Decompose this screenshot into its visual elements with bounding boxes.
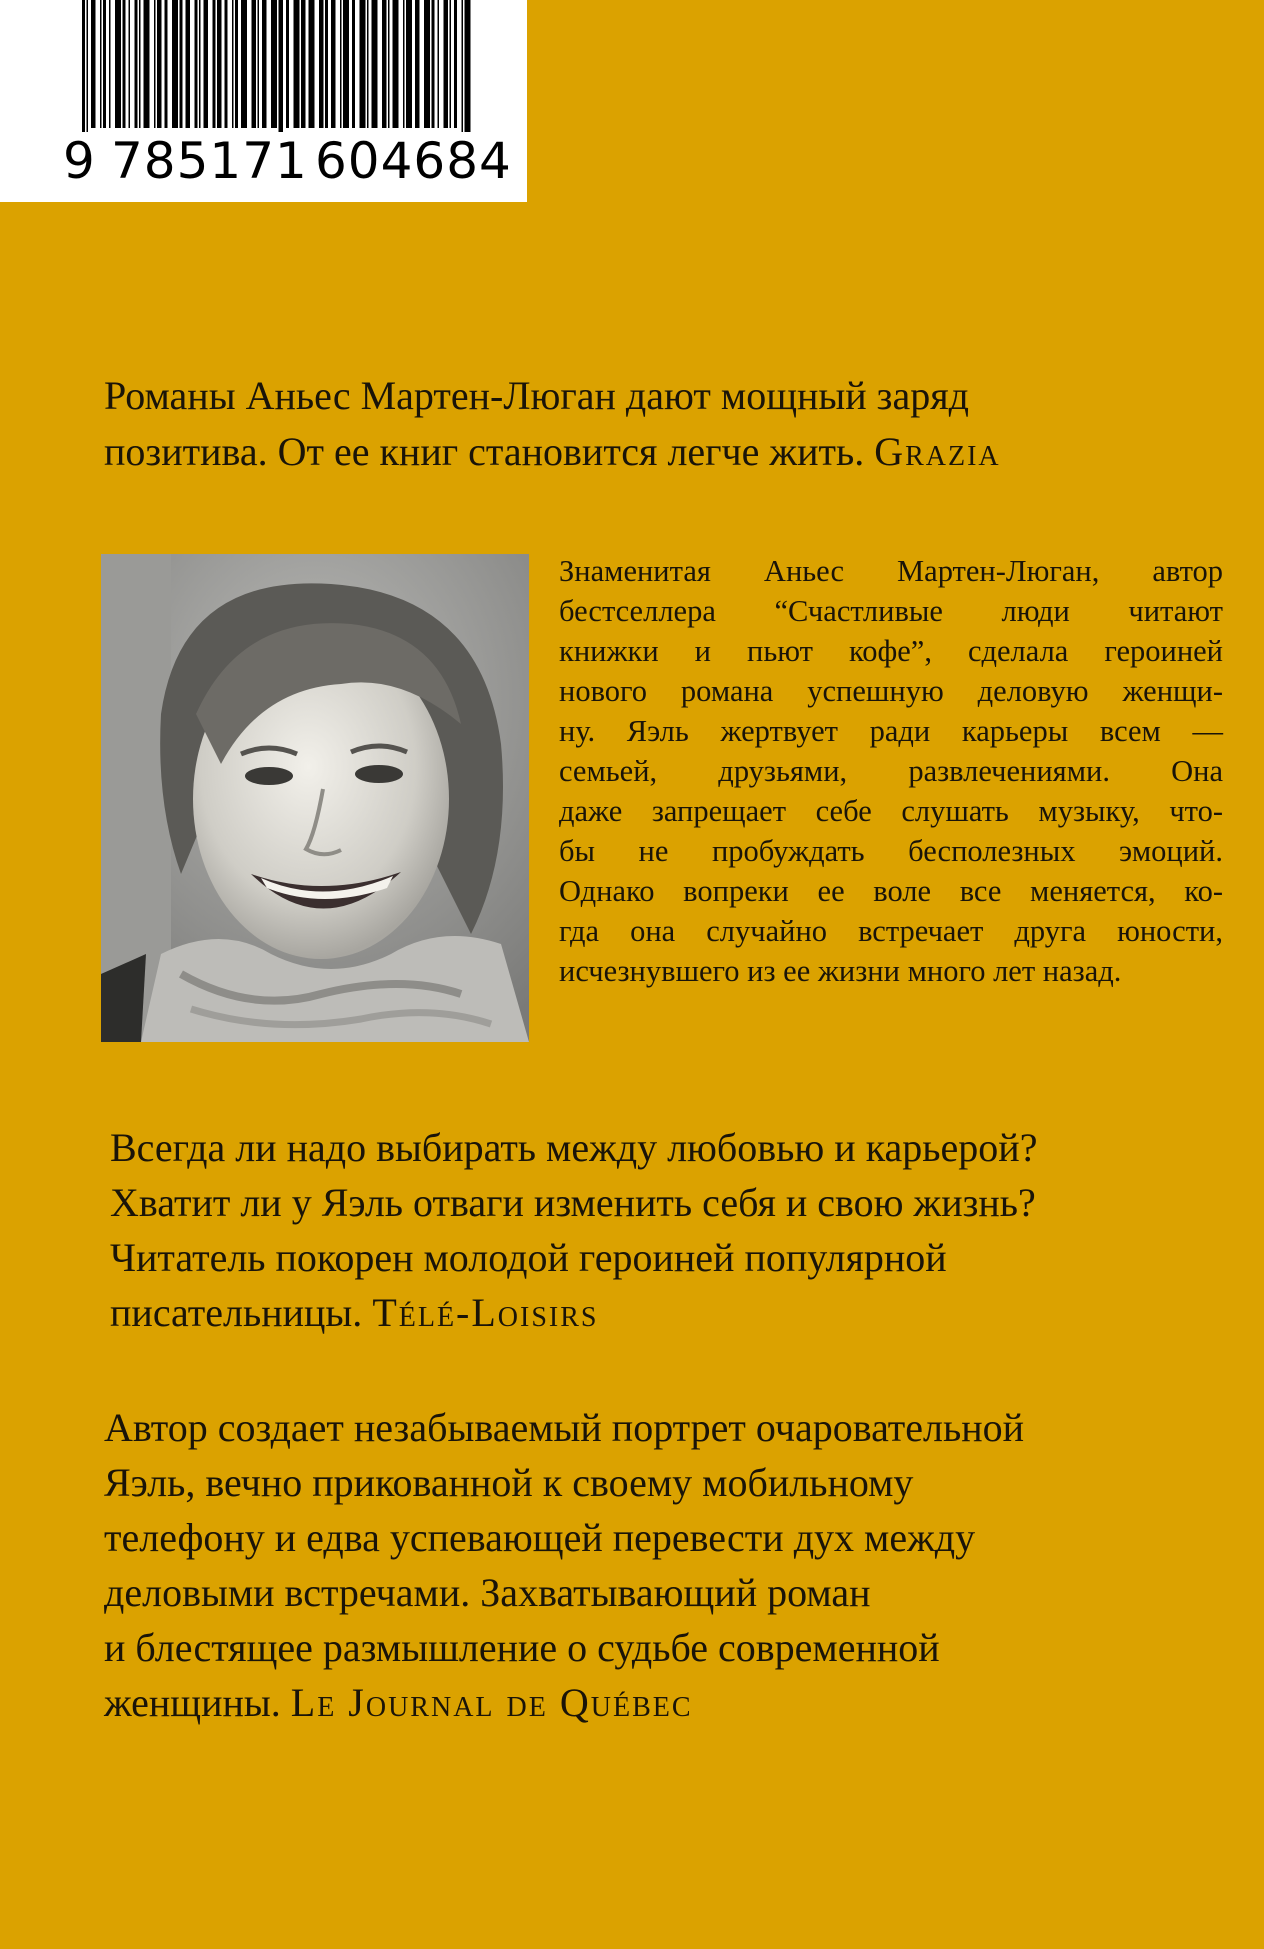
description-line: нового романа успешную деловую женщи- (559, 674, 1223, 708)
barcode-bar (180, 0, 183, 128)
barcode-bar (382, 0, 387, 128)
quote-line: Автор создает незабываемый портрет очаровательной (104, 1405, 1025, 1450)
barcode-bar (450, 0, 452, 128)
barcode-bar (82, 0, 85, 145)
barcode-bar (271, 0, 277, 128)
quote-line: деловыми встречами. Захватывающий роман (104, 1570, 871, 1615)
quote-source: Le Journal de Québec (290, 1680, 693, 1725)
review-quote-grazia (104, 368, 1204, 480)
description-line: семьей, друзьями, развлечениями. Она (559, 754, 1223, 788)
barcode-bar (432, 0, 435, 128)
barcode-bar (262, 0, 267, 128)
barcode-bar (199, 0, 201, 128)
barcode-bar (129, 0, 131, 128)
quote-source: Grazia (874, 429, 1001, 474)
barcode-bar (331, 0, 336, 128)
barcode-bar (403, 0, 405, 128)
description-line: исчезнувшего из ее жизни много лет назад. (559, 954, 1122, 988)
barcode-bar (252, 0, 257, 128)
barcode-bar (139, 0, 141, 128)
barcode-bar (294, 0, 300, 128)
barcode-bar (424, 0, 430, 128)
barcode-bar (87, 0, 89, 145)
quote-source: Télé-Loisirs (372, 1290, 599, 1335)
quote-line: телефону и едва успевающей перевести дух между (104, 1515, 976, 1560)
barcode-bar (154, 0, 156, 128)
barcode-digit-lead: 9 (60, 132, 99, 190)
quote-line: и блестящее размышление о судьбе современной (104, 1625, 940, 1670)
description-line: ну. Яэль жертвует ради карьеры всем — (559, 714, 1223, 748)
barcode-bar (135, 0, 138, 128)
barcode-bar (406, 0, 412, 128)
barcode-bar (258, 0, 260, 128)
barcode-bar (225, 0, 228, 128)
description-line: Однако вопреки ее воле все меняется, ко- (559, 874, 1223, 908)
barcode-bar (319, 0, 324, 128)
barcode-bar (352, 0, 355, 128)
barcode-bar (115, 0, 121, 128)
barcode-bar (388, 0, 390, 128)
description-line: бы не пробуждать бесполезных эмоций. (559, 834, 1223, 868)
barcode-bar (325, 0, 328, 128)
barcode-bar (279, 0, 284, 145)
barcode-bar (340, 0, 342, 128)
barcode-digit-group-right: 604684 (312, 132, 515, 190)
barcode-bar (462, 0, 464, 145)
review-quote-tele-loisirs (110, 1120, 1230, 1340)
quote-line: Читатель покорен молодой героиней популярной (110, 1235, 947, 1280)
barcode-digit-group-left: 785171 (108, 132, 311, 190)
barcode-bar (309, 0, 315, 128)
barcode-bars (82, 0, 472, 145)
barcode-bar (186, 0, 191, 128)
barcode-bar (444, 0, 449, 128)
review-quote-journal-de-quebec (104, 1400, 1224, 1730)
barcode-bar (204, 0, 209, 128)
barcode-bar (172, 0, 178, 128)
description-line: книжки и пьют кофе”, сделала героиней (559, 634, 1223, 668)
quote-line: Яэль, вечно прикованной к своему мобильному (104, 1460, 914, 1505)
portrait-image (101, 554, 529, 1042)
quote-line: Романы Аньес Мартен-Люган дают мощный заряд (104, 373, 969, 418)
barcode-bar (100, 0, 102, 128)
barcode-bar (301, 0, 306, 128)
barcode-bar (360, 0, 366, 128)
description-line: Знаменитая Аньес Мартен-Люган, автор (559, 554, 1223, 588)
barcode-bar (103, 0, 106, 128)
quote-line: Хватит ли у Яэль отваги изменить себя и свою жизнь? (110, 1180, 1036, 1225)
barcode-bar (367, 0, 369, 128)
barcode-bar (343, 0, 349, 128)
barcode-bar (235, 0, 238, 128)
description-line: гда она случайно встречает друга юности, (559, 914, 1223, 948)
barcode-bar (465, 0, 471, 145)
quote-line: женщины. (104, 1680, 281, 1725)
barcode-bar (393, 0, 399, 128)
barcode-bar (454, 0, 457, 128)
barcode-bar (241, 0, 247, 128)
description-line: бестселлера “Счастливые люди читают (559, 594, 1223, 628)
barcode-bar (109, 0, 111, 128)
barcode-digits (60, 132, 512, 190)
quote-line-with-source (104, 1675, 1224, 1730)
quote-line: писательницы. (110, 1290, 363, 1335)
barcode (0, 0, 527, 202)
barcode-bar (286, 0, 289, 128)
book-description (559, 551, 1223, 991)
quote-line-with-source (110, 1285, 1230, 1340)
barcode-bar (213, 0, 216, 128)
barcode-bar (165, 0, 168, 128)
barcode-bar (195, 0, 198, 128)
barcode-bar (372, 0, 378, 128)
barcode-bar (123, 0, 126, 128)
barcode-bar (415, 0, 420, 128)
quote-line: позитива. От ее книг становится легче жить. (104, 429, 865, 474)
barcode-bar (232, 0, 234, 128)
barcode-bar (438, 0, 440, 128)
barcode-bar (91, 0, 96, 128)
barcode-bar (217, 0, 222, 128)
author-photo (101, 554, 529, 1042)
description-line: даже запрещает себе слушать музыку, что- (559, 794, 1223, 828)
barcode-bar (157, 0, 162, 128)
quote-line-with-source (104, 424, 1204, 480)
barcode-bar (144, 0, 150, 128)
quote-line: Всегда ли надо выбирать между любовью и карьерой? (110, 1125, 1038, 1170)
